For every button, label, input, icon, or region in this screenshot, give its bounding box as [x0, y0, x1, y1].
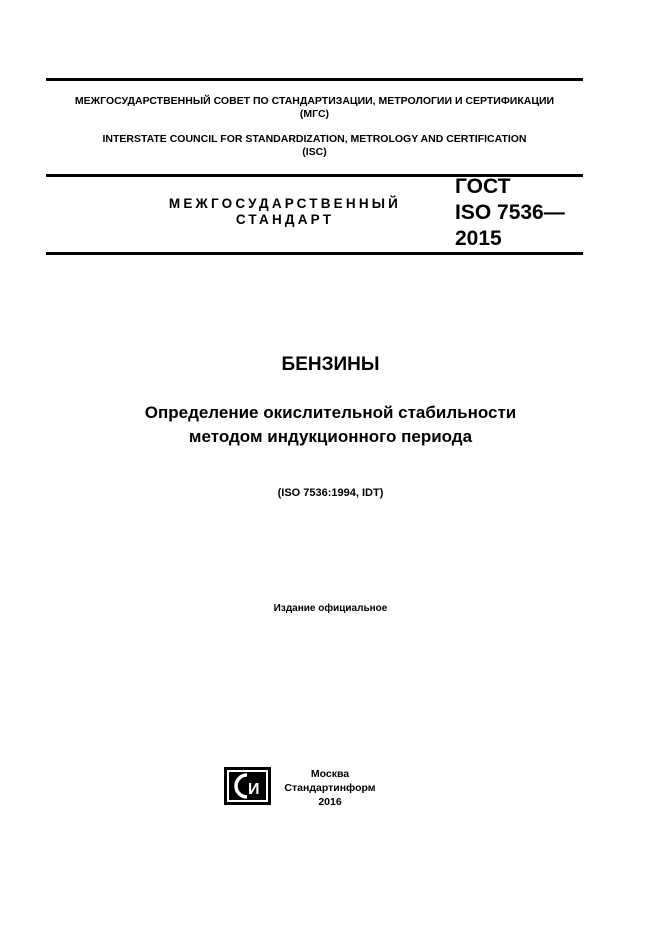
- bottom-rule: [46, 252, 583, 255]
- council-en: [46, 133, 583, 159]
- council-en-line2: (ISC): [302, 146, 327, 158]
- standard-label-line1: МЕЖГОСУДАРСТВЕННЫЙ: [168, 196, 402, 211]
- subtitle-line1: Определение окислительной стабильности: [144, 403, 517, 422]
- subtitle-line2: методом индукционного периода: [188, 427, 473, 446]
- standartinform-logo: [224, 767, 271, 805]
- standard-label: [130, 196, 440, 228]
- publisher-city: Москва: [310, 768, 350, 780]
- gost-line2: ISO 7536—: [455, 201, 565, 224]
- publisher-year: 2016: [318, 796, 342, 808]
- document-subtitle: [0, 401, 661, 449]
- council-ru-line2: (МГС): [299, 108, 330, 120]
- gost-line1: ГОСТ: [455, 175, 511, 198]
- top-rule: [46, 78, 583, 81]
- gost-line3: 2015: [455, 227, 502, 250]
- council-en-line1: INTERSTATE COUNCIL FOR STANDARDIZATION, METROLOGY AND CERTIFICATION: [102, 133, 527, 145]
- publisher-info: [280, 767, 380, 809]
- edition-label: Издание официальное: [273, 603, 388, 614]
- iso-reference: (ISO 7536:1994, IDT): [277, 487, 384, 499]
- council-ru-line1: МЕЖГОСУДАРСТВЕННЫЙ СОВЕТ ПО СТАНДАРТИЗАЦИИ, МЕТРОЛОГИИ И СЕРТИФИКАЦИИ: [74, 95, 555, 107]
- gost-designation: [455, 174, 595, 252]
- council-ru: [46, 95, 583, 121]
- standard-label-line2: СТАНДАРТ: [235, 212, 335, 227]
- document-title: БЕНЗИНЫ: [281, 354, 380, 375]
- publisher-name: Стандартинформ: [284, 782, 376, 794]
- logo-letters: И: [248, 781, 260, 798]
